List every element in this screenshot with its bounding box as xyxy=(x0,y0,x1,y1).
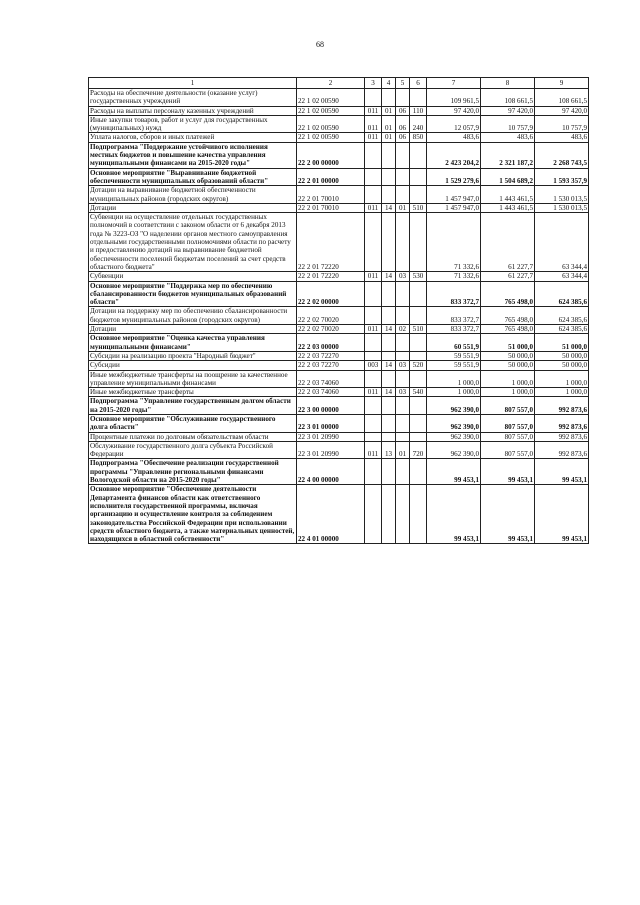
row-name: Расходы на выплаты персоналу казенных учреждений xyxy=(89,106,297,115)
table-row xyxy=(89,272,589,281)
row-subsection xyxy=(396,281,410,307)
row-subsection xyxy=(396,397,410,415)
row-amount-3: 51 000,0 xyxy=(535,334,589,352)
row-amount-1: 1 000,0 xyxy=(427,388,481,397)
row-subsection: 06 xyxy=(396,115,410,133)
column-header-7: 7 xyxy=(427,78,481,89)
column-header-8: 8 xyxy=(481,78,535,89)
row-amount-2: 1 000,0 xyxy=(481,388,535,397)
row-ministry xyxy=(365,370,382,388)
row-ministry: 011 xyxy=(365,441,382,459)
row-amount-1: 59 551,9 xyxy=(427,351,481,360)
row-amount-3: 63 344,4 xyxy=(535,272,589,281)
row-expense-type xyxy=(410,351,427,360)
table-row xyxy=(89,485,589,544)
row-code: 22 3 01 20990 xyxy=(297,432,365,441)
row-amount-1: 483,6 xyxy=(427,133,481,142)
row-ministry xyxy=(365,334,382,352)
row-subsection: 01 xyxy=(396,203,410,212)
row-ministry xyxy=(365,281,382,307)
row-amount-2: 99 453,1 xyxy=(481,459,535,485)
row-code: 22 3 01 20990 xyxy=(297,441,365,459)
row-code: 22 1 02 00590 xyxy=(297,106,365,115)
row-amount-2: 51 000,0 xyxy=(481,334,535,352)
table-row xyxy=(89,388,589,397)
row-section xyxy=(382,186,396,204)
row-expense-type xyxy=(410,186,427,204)
column-header-4: 4 xyxy=(382,78,396,89)
row-ministry xyxy=(365,186,382,204)
row-expense-type xyxy=(410,89,427,107)
row-section xyxy=(382,485,396,544)
row-subsection xyxy=(396,186,410,204)
row-amount-3: 10 757,9 xyxy=(535,115,589,133)
row-name: Дотации на поддержку мер по обеспечению сбалансированности бюджетов муниципальных районов (городских округов) xyxy=(89,307,297,325)
row-amount-1: 60 551,9 xyxy=(427,334,481,352)
row-ministry xyxy=(365,459,382,485)
row-name: Подпрограмма "Управление государственным долгом области на 2015-2020 годы" xyxy=(89,397,297,415)
row-expense-type: 540 xyxy=(410,388,427,397)
row-amount-2: 765 498,0 xyxy=(481,325,535,334)
row-subsection xyxy=(396,485,410,544)
row-subsection: 06 xyxy=(396,106,410,115)
row-section: 01 xyxy=(382,106,396,115)
row-expense-type: 110 xyxy=(410,106,427,115)
table-row xyxy=(89,432,589,441)
row-section: 01 xyxy=(382,115,396,133)
table-row xyxy=(89,351,589,360)
table-row xyxy=(89,115,589,133)
row-expense-type xyxy=(410,414,427,432)
row-expense-type xyxy=(410,397,427,415)
row-amount-1: 71 332,6 xyxy=(427,213,481,272)
row-subsection xyxy=(396,459,410,485)
row-section xyxy=(382,213,396,272)
row-amount-1: 833 372,7 xyxy=(427,281,481,307)
row-amount-2: 807 557,0 xyxy=(481,414,535,432)
row-section xyxy=(382,351,396,360)
page-number: 68 xyxy=(316,40,324,49)
row-name: Основное мероприятие "Выравнивание бюджетной обеспеченности муниципальных образований области" xyxy=(89,168,297,186)
row-code: 22 3 01 00000 xyxy=(297,414,365,432)
row-code: 22 2 02 70020 xyxy=(297,307,365,325)
row-ministry xyxy=(365,351,382,360)
row-subsection xyxy=(396,351,410,360)
row-name: Подпрограмма "Обеспечение реализации государственной программы "Управление региональными финансами Вологодской области на 2015-2020 годы" xyxy=(89,459,297,485)
row-code: 22 1 02 00590 xyxy=(297,133,365,142)
row-amount-1: 109 961,5 xyxy=(427,89,481,107)
row-amount-3: 992 873,6 xyxy=(535,397,589,415)
row-ministry xyxy=(365,142,382,168)
row-ministry: 011 xyxy=(365,115,382,133)
row-name: Дотации xyxy=(89,325,297,334)
row-code: 22 2 01 72220 xyxy=(297,213,365,272)
row-expense-type xyxy=(410,213,427,272)
row-section: 14 xyxy=(382,325,396,334)
row-amount-3: 99 453,1 xyxy=(535,485,589,544)
row-section xyxy=(382,414,396,432)
row-code: 22 2 01 00000 xyxy=(297,168,365,186)
row-amount-1: 962 390,0 xyxy=(427,414,481,432)
row-amount-2: 50 000,0 xyxy=(481,351,535,360)
row-expense-type xyxy=(410,307,427,325)
table-row xyxy=(89,186,589,204)
row-code: 22 2 01 70010 xyxy=(297,186,365,204)
row-amount-3: 108 661,5 xyxy=(535,89,589,107)
row-code: 22 2 03 00000 xyxy=(297,334,365,352)
row-amount-1: 1 529 279,6 xyxy=(427,168,481,186)
row-ministry xyxy=(365,307,382,325)
table-row xyxy=(89,397,589,415)
row-section: 14 xyxy=(382,388,396,397)
row-ministry: 011 xyxy=(365,272,382,281)
table-row xyxy=(89,441,589,459)
row-subsection xyxy=(396,370,410,388)
row-amount-3: 1 000,0 xyxy=(535,370,589,388)
row-amount-3: 63 344,4 xyxy=(535,213,589,272)
row-name: Дотации xyxy=(89,203,297,212)
row-ministry xyxy=(365,397,382,415)
row-ministry xyxy=(365,485,382,544)
row-name: Иные закупки товаров, работ и услуг для государственных (муниципальных) нужд xyxy=(89,115,297,133)
table-row xyxy=(89,213,589,272)
row-amount-3: 624 385,6 xyxy=(535,281,589,307)
row-amount-3: 50 000,0 xyxy=(535,361,589,370)
row-name: Субсидии на реализацию проекта "Народный бюджет" xyxy=(89,351,297,360)
row-ministry xyxy=(365,414,382,432)
row-name: Подпрограмма "Поддержание устойчивого исполнения местных бюджетов и повышение качества управления муниципальными финансами на 2015-2020 годы" xyxy=(89,142,297,168)
table-row xyxy=(89,142,589,168)
row-amount-2: 50 000,0 xyxy=(481,361,535,370)
row-ministry: 011 xyxy=(365,388,382,397)
row-amount-1: 833 372,7 xyxy=(427,307,481,325)
row-amount-1: 97 420,0 xyxy=(427,106,481,115)
row-section xyxy=(382,397,396,415)
row-amount-2: 61 227,7 xyxy=(481,272,535,281)
row-expense-type: 720 xyxy=(410,441,427,459)
column-header-5: 5 xyxy=(396,78,410,89)
row-code: 22 2 03 72270 xyxy=(297,361,365,370)
table-row xyxy=(89,106,589,115)
row-subsection xyxy=(396,414,410,432)
row-amount-2: 99 453,1 xyxy=(481,485,535,544)
column-header-1: 1 xyxy=(89,78,297,89)
row-section xyxy=(382,370,396,388)
row-name: Иные межбюджетные трансферты на поощрение за качественное управление муниципальными финансами xyxy=(89,370,297,388)
table-row xyxy=(89,168,589,186)
row-amount-3: 483,6 xyxy=(535,133,589,142)
row-expense-type xyxy=(410,168,427,186)
row-amount-3: 624 385,6 xyxy=(535,325,589,334)
row-name: Основное мероприятие "Оценка качества управления муниципальными финансами" xyxy=(89,334,297,352)
row-section: 14 xyxy=(382,361,396,370)
row-section: 14 xyxy=(382,203,396,212)
row-expense-type xyxy=(410,370,427,388)
row-amount-2: 765 498,0 xyxy=(481,281,535,307)
row-subsection: 02 xyxy=(396,325,410,334)
row-amount-3: 1 593 357,9 xyxy=(535,168,589,186)
row-amount-3: 1 530 013,5 xyxy=(535,203,589,212)
row-expense-type xyxy=(410,485,427,544)
row-section: 01 xyxy=(382,133,396,142)
row-subsection: 06 xyxy=(396,133,410,142)
row-expense-type xyxy=(410,142,427,168)
row-name: Основное мероприятие "Обслуживание государственного долга области" xyxy=(89,414,297,432)
row-ministry xyxy=(365,168,382,186)
row-expense-type: 850 xyxy=(410,133,427,142)
table-row xyxy=(89,133,589,142)
row-subsection: 03 xyxy=(396,388,410,397)
row-subsection xyxy=(396,432,410,441)
row-section xyxy=(382,281,396,307)
row-amount-2: 1 443 461,5 xyxy=(481,203,535,212)
row-code: 22 4 01 00000 xyxy=(297,485,365,544)
row-subsection xyxy=(396,142,410,168)
row-amount-2: 2 321 187,2 xyxy=(481,142,535,168)
row-name: Субвенции на осуществление отдельных государственных полномочий в соответствии с законом области от 6 декабря 2013 года № 3223-ОЗ "О наделении органов местного самоуправления отдельными государственными полномочиями области по расчету и предоставлению дотаций на выравнивание бюджетной обеспеченности поселений бюджетам поселений за счет средств областного бюджета" xyxy=(89,213,297,272)
row-amount-3: 1 000,0 xyxy=(535,388,589,397)
row-amount-3: 99 453,1 xyxy=(535,459,589,485)
row-section xyxy=(382,307,396,325)
table-row xyxy=(89,459,589,485)
row-amount-2: 807 557,0 xyxy=(481,397,535,415)
row-section: 13 xyxy=(382,441,396,459)
row-amount-1: 99 453,1 xyxy=(427,485,481,544)
row-section: 14 xyxy=(382,272,396,281)
table-row xyxy=(89,203,589,212)
row-ministry: 011 xyxy=(365,203,382,212)
column-header-2: 2 xyxy=(297,78,365,89)
table-row xyxy=(89,414,589,432)
row-name: Уплата налогов, сборов и иных платежей xyxy=(89,133,297,142)
column-header-3: 3 xyxy=(365,78,382,89)
row-amount-2: 1 504 689,2 xyxy=(481,168,535,186)
column-header-9: 9 xyxy=(535,78,589,89)
row-amount-1: 962 390,0 xyxy=(427,397,481,415)
row-amount-3: 992 873,6 xyxy=(535,441,589,459)
row-amount-1: 833 372,7 xyxy=(427,325,481,334)
row-code: 22 2 02 70020 xyxy=(297,325,365,334)
row-amount-2: 807 557,0 xyxy=(481,432,535,441)
table-row xyxy=(89,89,589,107)
row-amount-1: 71 332,6 xyxy=(427,272,481,281)
row-subsection: 03 xyxy=(396,272,410,281)
row-section xyxy=(382,168,396,186)
row-ministry: 011 xyxy=(365,325,382,334)
row-code: 22 2 03 74060 xyxy=(297,370,365,388)
row-code: 22 1 02 00590 xyxy=(297,115,365,133)
table-row xyxy=(89,334,589,352)
row-name: Расходы на обеспечение деятельности (оказание услуг) государственных учреждений xyxy=(89,89,297,107)
table-row xyxy=(89,325,589,334)
row-ministry xyxy=(365,213,382,272)
row-name: Субсидии xyxy=(89,361,297,370)
row-expense-type: 510 xyxy=(410,203,427,212)
row-amount-1: 59 551,9 xyxy=(427,361,481,370)
row-code: 22 2 02 00000 xyxy=(297,281,365,307)
row-amount-2: 108 661,5 xyxy=(481,89,535,107)
row-amount-1: 2 423 204,2 xyxy=(427,142,481,168)
row-subsection xyxy=(396,334,410,352)
row-code: 22 2 01 70010 xyxy=(297,203,365,212)
row-name: Процентные платежи по долговым обязательствам области xyxy=(89,432,297,441)
row-amount-2: 61 227,7 xyxy=(481,213,535,272)
row-amount-1: 962 390,0 xyxy=(427,432,481,441)
row-amount-3: 2 268 743,5 xyxy=(535,142,589,168)
table-header-row xyxy=(89,78,589,89)
row-amount-1: 1 457 947,0 xyxy=(427,203,481,212)
row-code: 22 1 02 00590 xyxy=(297,89,365,107)
row-expense-type xyxy=(410,459,427,485)
row-expense-type xyxy=(410,432,427,441)
row-amount-1: 1 457 947,0 xyxy=(427,186,481,204)
row-subsection: 03 xyxy=(396,361,410,370)
row-expense-type: 530 xyxy=(410,272,427,281)
row-name: Дотации на выравнивание бюджетной обеспеченности муниципальных районов (городских округов) xyxy=(89,186,297,204)
row-name: Субвенции xyxy=(89,272,297,281)
row-section xyxy=(382,459,396,485)
table-row xyxy=(89,370,589,388)
row-ministry: 011 xyxy=(365,106,382,115)
budget-table xyxy=(88,77,589,544)
table-row xyxy=(89,361,589,370)
row-expense-type xyxy=(410,281,427,307)
row-code: 22 4 00 00000 xyxy=(297,459,365,485)
row-name: Иные межбюджетные трансферты xyxy=(89,388,297,397)
row-amount-2: 483,6 xyxy=(481,133,535,142)
row-amount-3: 992 873,6 xyxy=(535,432,589,441)
row-subsection xyxy=(396,213,410,272)
row-amount-1: 962 390,0 xyxy=(427,441,481,459)
row-code: 22 3 00 00000 xyxy=(297,397,365,415)
row-code: 22 2 01 72220 xyxy=(297,272,365,281)
row-amount-3: 624 385,6 xyxy=(535,307,589,325)
row-amount-1: 12 057,9 xyxy=(427,115,481,133)
row-expense-type: 510 xyxy=(410,325,427,334)
row-amount-1: 1 000,0 xyxy=(427,370,481,388)
row-code: 22 2 03 72270 xyxy=(297,351,365,360)
row-section xyxy=(382,432,396,441)
row-ministry: 011 xyxy=(365,133,382,142)
row-subsection xyxy=(396,168,410,186)
row-expense-type xyxy=(410,334,427,352)
row-ministry xyxy=(365,432,382,441)
column-header-6: 6 xyxy=(410,78,427,89)
row-section xyxy=(382,142,396,168)
row-ministry xyxy=(365,89,382,107)
row-amount-2: 765 498,0 xyxy=(481,307,535,325)
table-row xyxy=(89,281,589,307)
row-section xyxy=(382,89,396,107)
row-expense-type: 240 xyxy=(410,115,427,133)
row-amount-3: 50 000,0 xyxy=(535,351,589,360)
row-name: Основное мероприятие "Поддержка мер по обеспечению сбалансированности бюджетов муниципальных образований области" xyxy=(89,281,297,307)
row-amount-3: 97 420,0 xyxy=(535,106,589,115)
row-amount-2: 10 757,9 xyxy=(481,115,535,133)
row-name: Обслуживание государственного долга субъекта Российской Федерации xyxy=(89,441,297,459)
row-amount-1: 99 453,1 xyxy=(427,459,481,485)
row-amount-2: 97 420,0 xyxy=(481,106,535,115)
row-amount-3: 1 530 013,5 xyxy=(535,186,589,204)
row-amount-3: 992 873,6 xyxy=(535,414,589,432)
table-row xyxy=(89,307,589,325)
row-amount-2: 1 000,0 xyxy=(481,370,535,388)
row-subsection xyxy=(396,307,410,325)
row-code: 22 2 03 74060 xyxy=(297,388,365,397)
row-section xyxy=(382,334,396,352)
row-ministry: 003 xyxy=(365,361,382,370)
row-amount-2: 807 557,0 xyxy=(481,441,535,459)
row-subsection: 01 xyxy=(396,441,410,459)
row-subsection xyxy=(396,89,410,107)
row-expense-type: 520 xyxy=(410,361,427,370)
row-amount-2: 1 443 461,5 xyxy=(481,186,535,204)
row-name: Основное мероприятие "Обеспечение деятельности Департамента финансов области как ответственного исполнителя государственной программы, включая организацию и осуществление контроля за соблюдением законодательства Российской Федерации при использовании средств областного бюджета, а также материальных ценностей, находящихся в областной собственности" xyxy=(89,485,297,544)
row-code: 22 2 00 00000 xyxy=(297,142,365,168)
